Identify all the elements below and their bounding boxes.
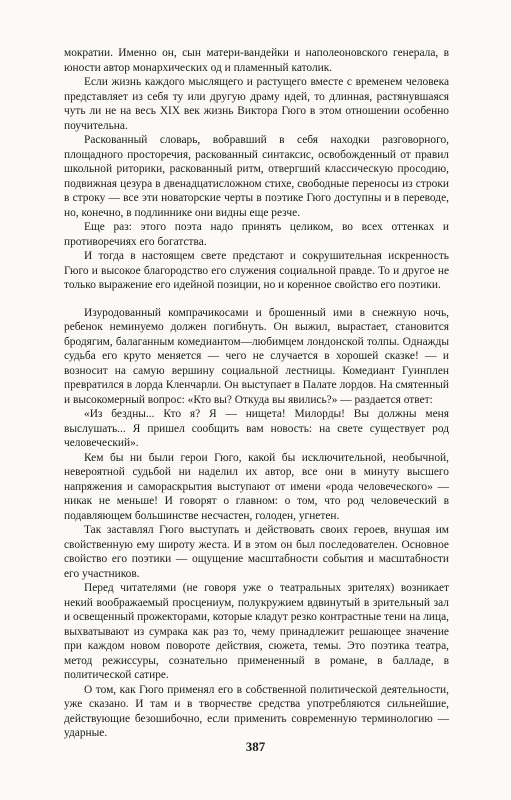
- paragraph-8: Кем бы ни были герои Гюго, какой бы исключительной, необычной, невероятной судьбой ни наделил их автор, все они в минуту высшего напряжения и самораскрытия выступают от имени «рода человеческого» — никак не меньше! И говорят о главном: о том, что род человеческий в подавляющем большинстве несчастен, голоден, угнетен.: [64, 451, 449, 522]
- paragraph-11: О том, как Гюго применял его в собственной политической деятельности, уже сказано. И там и в творчестве средства употребляются сильнейшие, действующие безошибочно, если применить современную терминологию — ударные.: [64, 683, 449, 739]
- paragraph-1: мократии. Именно он, сын матери-вандейки и наполеоновского генерала, в юности автор монархических од и пламенный католик.: [64, 47, 449, 74]
- paragraph-9: Так заставлял Гюго выступать и действовать своих героев, внушая им свойственную ему широту жеста. И в этом он был последователен. Основное свойство его поэтики — ощущение масштабности события и масштабности его участников.: [64, 524, 449, 580]
- page-number: 387: [245, 739, 266, 754]
- quote-paragraph: «Из бездны... Кто я? Я — нищета! Милорды! Вы должны меня выслушать... Я пришел сообщить вам новость: на свете существует род человеческий».: [64, 408, 449, 449]
- section-break: [64, 293, 449, 306]
- paragraph-2: Если жизнь каждого мыслящего и растущего вместе с временем человека представляет из себя ту или другую драму идей, то длинная, растянувшаяся чуть ли не на весь XIX век жизнь Виктора Гюго в этом отношении особенно поучительна.: [64, 76, 449, 132]
- paragraph-10: Перед читателями (не говоря уже о театральных зрителях) возникает некий воображаемый просцениум, полукружием вдвинутый в зрительный зал и освещенный прожекторами, которые кладут резко контрастные тени на лица, выхватывают из сумрака как раз то, чему принадлежит решающее значение при каждом новом повороте действия, сюжета, темы. Это поэтика театра, метод режиссуры, сознательно примененный в романе, в балладе, в политической сатире.: [64, 582, 449, 681]
- text-column: [64, 46, 449, 741]
- paragraph-6: Изуродованный компрачикосами и брошенный ими в снежную ночь, ребенок неминуемо должен погибнуть. Он выжил, вырастает, становится бродягим, балаганным комедиантом—любимцем лондонской толпы. Однажды судьба его круто меняется — чего не случается в хорошей сказке! — и возносит на самую вершину социальной лестницы. Комедиант Гуинплен превратился в лорда Кленчарли. Он выступает в Палате лордов. На смятенный и высокомерный вопрос: «Кто вы? Откуда вы явились?» — раздается ответ:: [64, 306, 449, 406]
- paragraph-3: Раскованный словарь, вобравший в себя находки разговорного, площадного просторечия, раскованный синтаксис, освобожденный от правил школьной риторики, раскованный ритм, отвергший классическую просодию, подвижная цезура в двенадцатисложном стихе, свободные переносы из строки в строку — все эти новаторские черты в поэтике Гюго доступны и в переводе, но, конечно, в подлиннике они видны еще резче.: [64, 134, 449, 219]
- paragraph-4: Еще раз: этого поэта надо принять целиком, во всех оттенках и противоречиях его богатства.: [64, 221, 449, 248]
- paragraph-5: И тогда в настоящем свете предстают и сокрушительная искренность Гюго и высокое благородство его служения социальной правде. То и другое не только выражение его идейной позиции, но и коренное свойство его поэтики.: [64, 250, 449, 291]
